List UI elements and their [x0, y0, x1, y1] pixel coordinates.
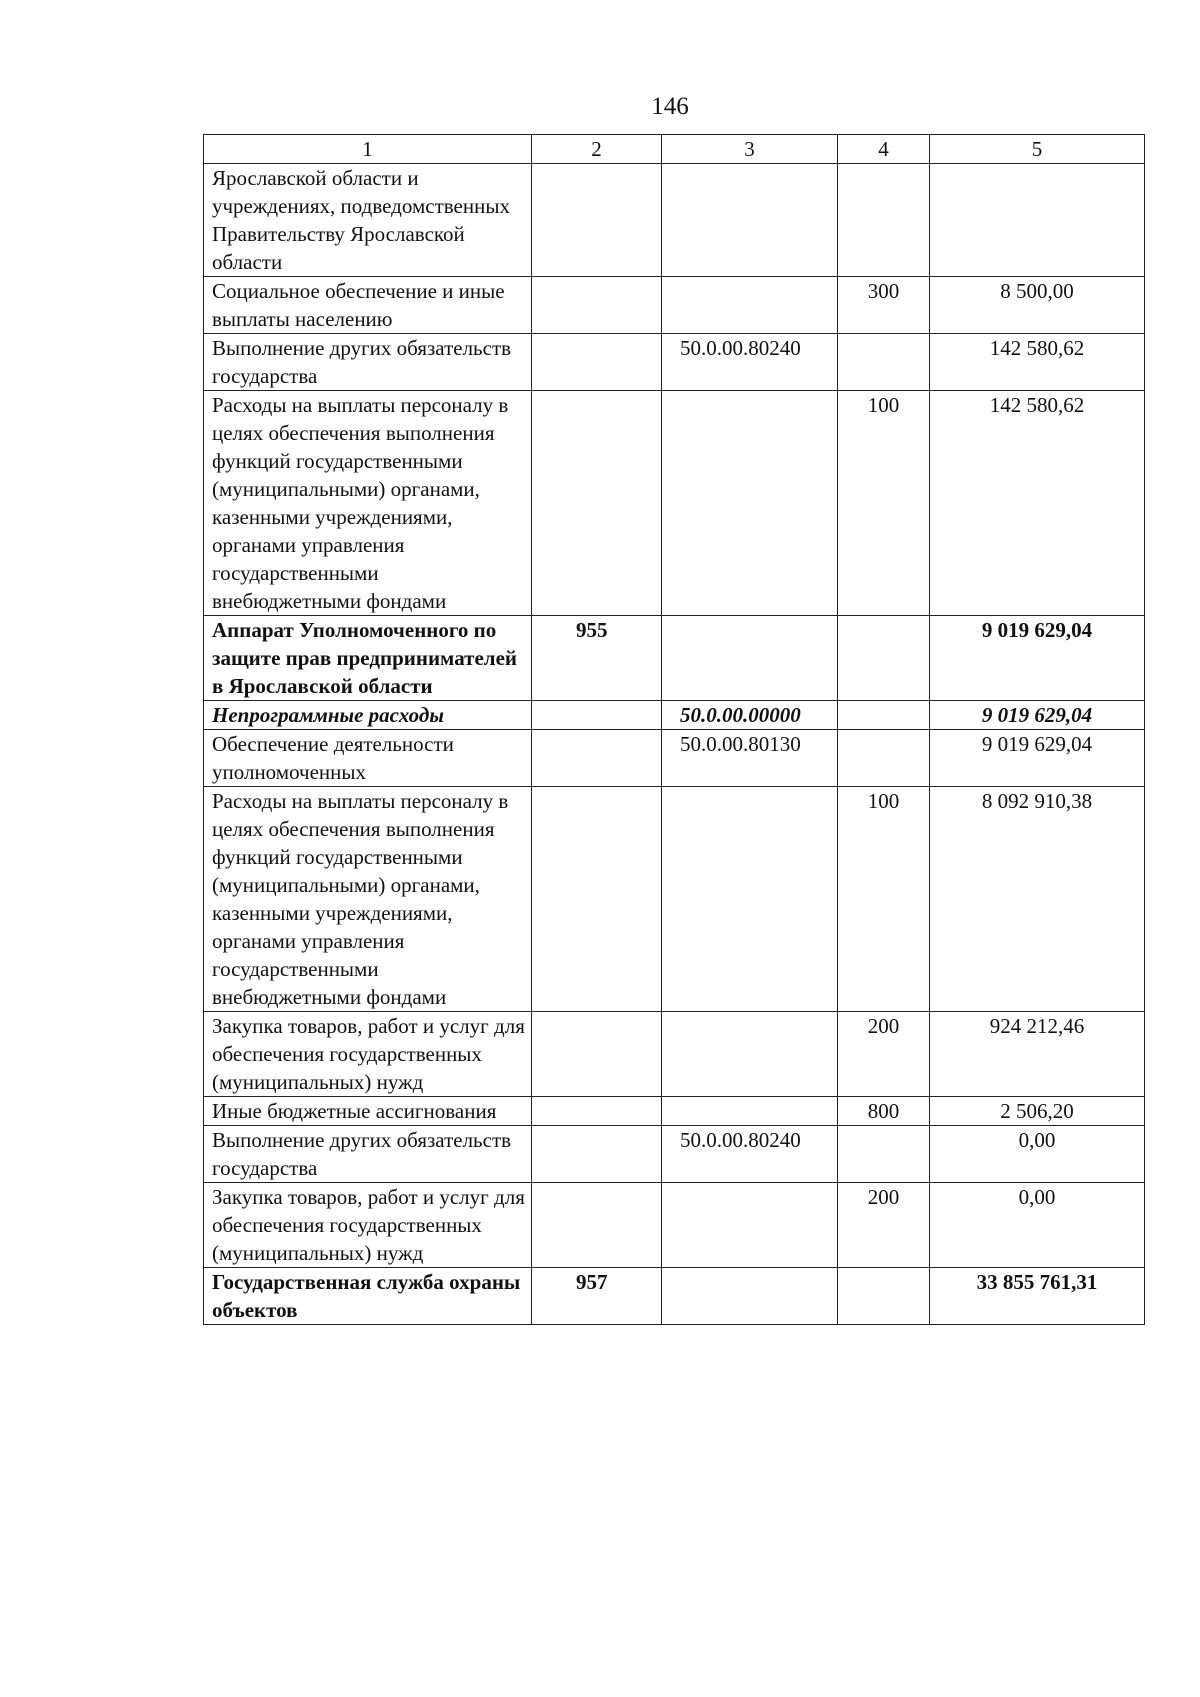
table-row — [204, 1126, 1145, 1183]
target-article-cell — [662, 1097, 838, 1126]
table-body — [204, 164, 1145, 1325]
item-name-cell: Обеспечение деятельности уполномоченных — [204, 730, 532, 787]
agency-code-cell — [532, 164, 662, 277]
agency-code-cell — [532, 1126, 662, 1183]
amount-cell: 33 855 761,31 — [930, 1268, 1145, 1325]
table-row — [204, 1012, 1145, 1097]
amount-cell: 9 019 629,04 — [930, 730, 1145, 787]
target-article-cell: 50.0.00.80240 — [662, 1126, 838, 1183]
agency-code-cell — [532, 1183, 662, 1268]
table-row — [204, 277, 1145, 334]
amount-cell: 142 580,62 — [930, 334, 1145, 391]
amount-cell: 924 212,46 — [930, 1012, 1145, 1097]
table-row — [204, 730, 1145, 787]
expense-type-cell — [838, 164, 930, 277]
table-row — [204, 164, 1145, 277]
agency-code-cell — [532, 277, 662, 334]
agency-code-cell — [532, 334, 662, 391]
item-name-cell: Аппарат Уполномоченного по защите прав предпринимателей в Ярославской области — [204, 616, 532, 701]
target-article-cell: 50.0.00.00000 — [662, 701, 838, 730]
amount-cell: 0,00 — [930, 1126, 1145, 1183]
item-name-cell: Выполнение других обязательств государства — [204, 334, 532, 391]
agency-code-cell — [532, 730, 662, 787]
budget-table — [203, 134, 1145, 1325]
item-name-cell: Ярославской области и учреждениях, подведомственных Правительству Ярославской области — [204, 164, 532, 277]
agency-code-cell: 955 — [532, 616, 662, 701]
table-row — [204, 1183, 1145, 1268]
amount-cell: 8 500,00 — [930, 277, 1145, 334]
table-row — [204, 391, 1145, 616]
agency-code-cell — [532, 787, 662, 1012]
table-row — [204, 334, 1145, 391]
page-number: 146 — [651, 93, 689, 120]
target-article-cell: 50.0.00.80130 — [662, 730, 838, 787]
expense-type-cell — [838, 616, 930, 701]
target-article-cell — [662, 277, 838, 334]
item-name-cell: Закупка товаров, работ и услуг для обеспечения государственных (муниципальных) нужд — [204, 1012, 532, 1097]
expense-type-cell: 100 — [838, 391, 930, 616]
target-article-cell — [662, 164, 838, 277]
header-col-1: 1 — [204, 135, 532, 164]
target-article-cell — [662, 391, 838, 616]
amount-cell: 0,00 — [930, 1183, 1145, 1268]
item-name-cell: Расходы на выплаты персоналу в целях обеспечения выполнения функций государственными (муниципальными) органами, казенными учреждениями, органами управления государственными внебюджетными фондами — [204, 391, 532, 616]
table-row — [204, 787, 1145, 1012]
expense-type-cell — [838, 334, 930, 391]
expense-type-cell — [838, 701, 930, 730]
table-row — [204, 1268, 1145, 1325]
amount-cell: 142 580,62 — [930, 391, 1145, 616]
agency-code-cell — [532, 701, 662, 730]
target-article-cell — [662, 787, 838, 1012]
item-name-cell: Непрограммные расходы — [204, 701, 532, 730]
table-row — [204, 701, 1145, 730]
item-name-cell: Социальное обеспечение и иные выплаты населению — [204, 277, 532, 334]
expense-type-cell: 200 — [838, 1012, 930, 1097]
table-row — [204, 1097, 1145, 1126]
amount-cell — [930, 164, 1145, 277]
item-name-cell: Выполнение других обязательств государства — [204, 1126, 532, 1183]
agency-code-cell — [532, 1012, 662, 1097]
item-name-cell: Расходы на выплаты персоналу в целях обеспечения выполнения функций государственными (муниципальными) органами, казенными учреждениями, органами управления государственными внебюджетными фондами — [204, 787, 532, 1012]
target-article-cell — [662, 616, 838, 701]
target-article-cell — [662, 1012, 838, 1097]
expense-type-cell: 800 — [838, 1097, 930, 1126]
item-name-cell: Закупка товаров, работ и услуг для обеспечения государственных (муниципальных) нужд — [204, 1183, 532, 1268]
header-col-2: 2 — [532, 135, 662, 164]
agency-code-cell: 957 — [532, 1268, 662, 1325]
item-name-cell: Государственная служба охраны объектов — [204, 1268, 532, 1325]
table-row — [204, 616, 1145, 701]
target-article-cell: 50.0.00.80240 — [662, 334, 838, 391]
amount-cell: 2 506,20 — [930, 1097, 1145, 1126]
expense-type-cell: 200 — [838, 1183, 930, 1268]
table-header-row — [204, 135, 1145, 164]
header-col-5: 5 — [930, 135, 1145, 164]
agency-code-cell — [532, 1097, 662, 1126]
amount-cell: 8 092 910,38 — [930, 787, 1145, 1012]
target-article-cell — [662, 1183, 838, 1268]
expense-type-cell: 100 — [838, 787, 930, 1012]
expense-type-cell — [838, 730, 930, 787]
target-article-cell — [662, 1268, 838, 1325]
amount-cell: 9 019 629,04 — [930, 701, 1145, 730]
agency-code-cell — [532, 391, 662, 616]
item-name-cell: Иные бюджетные ассигнования — [204, 1097, 532, 1126]
header-col-3: 3 — [662, 135, 838, 164]
expense-type-cell — [838, 1126, 930, 1183]
expense-type-cell: 300 — [838, 277, 930, 334]
expense-type-cell — [838, 1268, 930, 1325]
amount-cell: 9 019 629,04 — [930, 616, 1145, 701]
header-col-4: 4 — [838, 135, 930, 164]
